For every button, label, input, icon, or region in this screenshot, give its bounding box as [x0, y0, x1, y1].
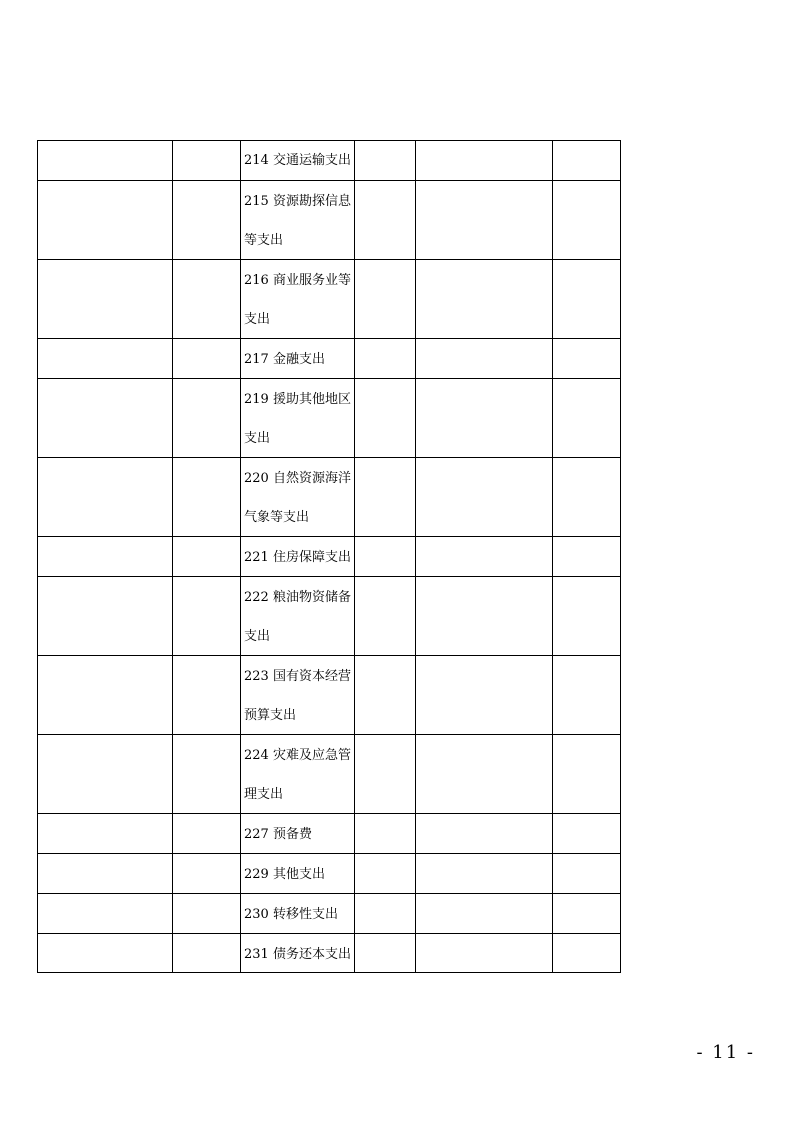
subject-label: 215 资源勘探信息 等支出	[244, 194, 351, 248]
cell-subject	[241, 140, 355, 180]
cell-blank-6	[553, 854, 621, 893]
cell-blank-6	[553, 458, 621, 536]
cell-blank-5	[415, 854, 553, 893]
cell-blank-6	[553, 735, 621, 813]
cell-blank-4	[355, 140, 415, 180]
cell-blank-4	[355, 656, 415, 734]
subject-label: 223 国有资本经营 预算支出	[244, 669, 351, 723]
table-row	[37, 655, 621, 734]
cell-blank-2	[173, 181, 241, 259]
cell-blank-6	[553, 934, 621, 973]
cell-subject	[241, 934, 355, 973]
cell-blank-4	[355, 894, 415, 933]
cell-blank-2	[173, 854, 241, 893]
cell-blank-6	[553, 379, 621, 457]
cell-blank-2	[173, 735, 241, 813]
cell-blank-2	[173, 934, 241, 973]
subject-label: 219 援助其他地区 支出	[244, 392, 351, 446]
subject-label: 220 自然资源海洋 气象等支出	[244, 471, 351, 525]
cell-blank-1	[37, 735, 173, 813]
table-row	[37, 853, 621, 893]
subject-label: 224 灾难及应急管 理支出	[244, 748, 351, 802]
cell-subject	[241, 894, 355, 933]
table-row	[37, 933, 621, 973]
cell-subject	[241, 537, 355, 576]
cell-blank-4	[355, 934, 415, 973]
subject-label: 227 预备费	[244, 827, 312, 842]
cell-subject	[241, 339, 355, 378]
cell-blank-4	[355, 735, 415, 813]
cell-blank-4	[355, 339, 415, 378]
cell-blank-5	[415, 458, 553, 536]
cell-blank-6	[553, 814, 621, 853]
cell-subject	[241, 577, 355, 655]
table-row	[37, 813, 621, 853]
cell-blank-2	[173, 814, 241, 853]
cell-subject	[241, 814, 355, 853]
cell-blank-1	[37, 934, 173, 973]
cell-blank-5	[415, 140, 553, 180]
cell-blank-1	[37, 814, 173, 853]
cell-subject	[241, 458, 355, 536]
cell-blank-5	[415, 379, 553, 457]
cell-subject	[241, 181, 355, 259]
subject-label: 222 粮油物资储备 支出	[244, 590, 351, 644]
cell-blank-5	[415, 181, 553, 259]
cell-blank-2	[173, 339, 241, 378]
table-row	[37, 734, 621, 813]
cell-blank-1	[37, 656, 173, 734]
cell-blank-6	[553, 656, 621, 734]
table-row	[37, 457, 621, 536]
cell-blank-6	[553, 140, 621, 180]
table-row	[37, 338, 621, 378]
cell-blank-2	[173, 260, 241, 338]
subject-label: 221 住房保障支出	[244, 550, 351, 565]
cell-blank-4	[355, 260, 415, 338]
cell-blank-5	[415, 577, 553, 655]
cell-blank-4	[355, 537, 415, 576]
cell-blank-5	[415, 735, 553, 813]
cell-blank-2	[173, 458, 241, 536]
cell-blank-5	[415, 260, 553, 338]
cell-subject	[241, 260, 355, 338]
cell-subject	[241, 735, 355, 813]
budget-table	[37, 140, 621, 973]
cell-blank-6	[553, 181, 621, 259]
cell-blank-2	[173, 656, 241, 734]
subject-label: 230 转移性支出	[244, 907, 338, 922]
cell-blank-1	[37, 140, 173, 180]
cell-blank-5	[415, 894, 553, 933]
cell-blank-5	[415, 814, 553, 853]
cell-blank-5	[415, 934, 553, 973]
cell-blank-5	[415, 339, 553, 378]
cell-subject	[241, 379, 355, 457]
table-row	[37, 893, 621, 933]
cell-blank-6	[553, 894, 621, 933]
table-row	[37, 536, 621, 576]
table-row	[37, 259, 621, 338]
subject-label: 216 商业服务业等 支出	[244, 273, 351, 327]
page-number: - 11 -	[696, 1042, 755, 1063]
cell-blank-1	[37, 854, 173, 893]
table-row	[37, 140, 621, 180]
subject-label: 231 债务还本支出	[244, 947, 351, 962]
cell-blank-2	[173, 577, 241, 655]
cell-blank-2	[173, 894, 241, 933]
cell-blank-1	[37, 339, 173, 378]
cell-blank-5	[415, 537, 553, 576]
cell-blank-4	[355, 458, 415, 536]
table-row	[37, 180, 621, 259]
table-row	[37, 378, 621, 457]
cell-subject	[241, 854, 355, 893]
cell-blank-4	[355, 379, 415, 457]
cell-blank-6	[553, 537, 621, 576]
cell-blank-1	[37, 577, 173, 655]
cell-blank-4	[355, 854, 415, 893]
cell-blank-1	[37, 537, 173, 576]
cell-blank-1	[37, 894, 173, 933]
cell-blank-5	[415, 656, 553, 734]
cell-blank-6	[553, 577, 621, 655]
cell-blank-2	[173, 537, 241, 576]
table-row	[37, 576, 621, 655]
subject-label: 214 交通运输支出	[244, 153, 351, 168]
subject-label: 229 其他支出	[244, 867, 325, 882]
cell-blank-4	[355, 814, 415, 853]
subject-label: 217 金融支出	[244, 352, 325, 367]
cell-blank-4	[355, 181, 415, 259]
cell-blank-2	[173, 140, 241, 180]
cell-blank-6	[553, 260, 621, 338]
cell-blank-6	[553, 339, 621, 378]
cell-blank-4	[355, 577, 415, 655]
cell-subject	[241, 656, 355, 734]
cell-blank-1	[37, 260, 173, 338]
cell-blank-1	[37, 458, 173, 536]
cell-blank-1	[37, 181, 173, 259]
cell-blank-2	[173, 379, 241, 457]
cell-blank-1	[37, 379, 173, 457]
